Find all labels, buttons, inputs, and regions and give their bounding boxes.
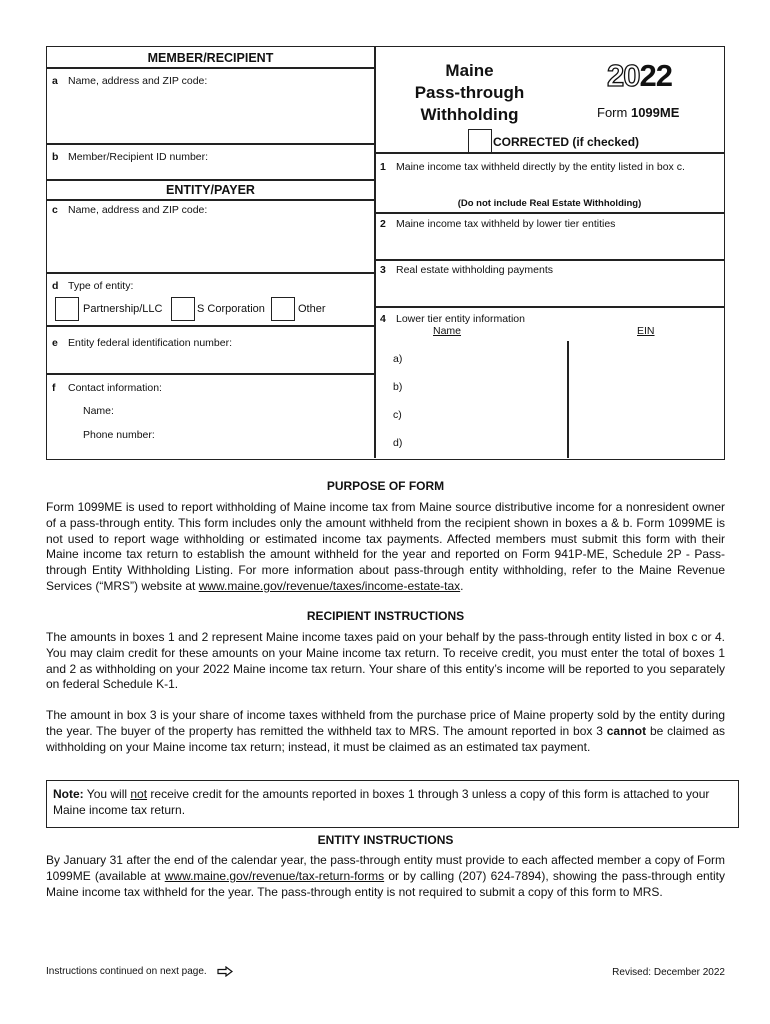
- member-recipient-header: MEMBER/RECIPIENT: [147, 51, 274, 65]
- box-4-row-c: c): [393, 409, 402, 421]
- tax-year: 2022: [607, 58, 672, 93]
- box-4-row-d: d): [393, 437, 403, 449]
- recipient-title: RECIPIENT INSTRUCTIONS: [306, 609, 465, 623]
- box-4-row-b: b): [393, 381, 403, 393]
- box-1-note: (Do not include Real Estate Withholding): [457, 198, 642, 209]
- purpose-title: PURPOSE OF FORM: [326, 479, 445, 493]
- divider: [47, 199, 374, 201]
- s-corporation-label: S Corporation: [197, 303, 265, 315]
- divider: [47, 373, 374, 375]
- divider: [47, 143, 374, 145]
- mrs-income-tax-link[interactable]: www.maine.gov/revenue/taxes/income-estate-tax: [198, 578, 461, 593]
- divider: [374, 306, 725, 308]
- divider: [374, 212, 725, 214]
- other-label: Other: [298, 303, 326, 315]
- box-b-label: b Member/Recipient ID number:: [52, 151, 209, 163]
- contact-phone-label: Phone number:: [83, 429, 155, 441]
- box-3-label: 3 Real estate withholding payments: [380, 264, 554, 276]
- corrected-label: CORRECTED (if checked): [493, 135, 640, 149]
- recipient-paragraph-2: The amount in box 3 is your share of income taxes withheld from the purchase price of Maine property sold by the entity during the year. The buyer of the property has remitted the withheld tax to MRS. The amount reported in box 3 cannot be claimed as withholding on your Maine income tax return; instead, it must be claimed as an estimated tax payment.: [46, 708, 725, 754]
- form-title-line3: Withholding: [420, 105, 519, 124]
- ein-divider: [567, 341, 569, 458]
- divider: [47, 67, 374, 69]
- divider: [47, 272, 374, 274]
- tax-return-forms-link[interactable]: www.maine.gov/revenue/tax-return-forms: [164, 868, 385, 883]
- entity-title: ENTITY INSTRUCTIONS: [317, 833, 454, 847]
- other-checkbox[interactable]: [271, 297, 295, 321]
- s-corporation-checkbox[interactable]: [171, 297, 195, 321]
- contact-name-label: Name:: [83, 405, 114, 417]
- form-1099me: [46, 46, 725, 460]
- entity-payer-header: ENTITY/PAYER: [166, 183, 255, 197]
- form-number: Form 1099ME: [597, 105, 680, 120]
- column-divider: [374, 47, 376, 458]
- box-a-label: a Name, address and ZIP code:: [52, 75, 208, 87]
- arrow-right-icon: [217, 966, 233, 977]
- box-4-row-a: a): [393, 353, 403, 365]
- continued-note: Instructions continued on next page.: [46, 966, 233, 977]
- partnership-llc-label: Partnership/LLC: [83, 303, 163, 315]
- box-e-label: e Entity federal identification number:: [52, 337, 233, 349]
- form-title-line1: Maine: [445, 61, 494, 80]
- form-title-line2: Pass-through: [414, 83, 525, 102]
- box-f-label: f Contact information:: [52, 382, 162, 394]
- box-1-label: 1 Maine income tax withheld directly by the entity listed in box c.: [380, 161, 685, 173]
- divider: [47, 325, 374, 327]
- corrected-checkbox[interactable]: [468, 129, 492, 153]
- box-2-label: 2 Maine income tax withheld by lower tier entities: [380, 218, 616, 230]
- partnership-llc-checkbox[interactable]: [55, 297, 79, 321]
- box-d-label: d Type of entity:: [52, 280, 134, 292]
- divider: [47, 179, 374, 181]
- divider: [374, 152, 725, 154]
- revised-date: Revised: December 2022: [612, 967, 725, 978]
- box-4-ein-header: EIN: [637, 325, 655, 337]
- box-c-label: c Name, address and ZIP code:: [52, 204, 208, 216]
- note-box: Note: You will not receive credit for the amounts reported in boxes 1 through 3 unless a copy of this form is attached to your Maine income tax return.: [46, 780, 739, 828]
- box-4-label: 4 Lower tier entity information: [380, 313, 525, 325]
- box-4-name-header: Name: [433, 325, 462, 337]
- purpose-text: Form 1099ME is used to report withholding of Maine income tax from Maine source distributive income for a nonresident owner of a pass-through entity. This form includes only the amount withheld from the recipient shown in boxes a & b. Form 1099ME is not used to report wage withholding or estimated income tax payments. Affected members must submit this form with their Maine income tax return to establish the amount withheld for the year and reported on Form 941P-ME, Schedule 2P - Pass-through Entity Withholding Listing. For more information about pass-through entity withholding, refer to the Maine Revenue Services (“MRS”) website at www.maine.gov/revenue/taxes/income-estate-tax.: [46, 500, 725, 593]
- divider: [374, 259, 725, 261]
- entity-text: By January 31 after the end of the calendar year, the pass-through entity must provide to each affected member a copy of Form 1099ME (available at www.maine.gov/revenue/tax-return-forms or by calling (207) 624-7894), showing the pass-through entity Maine income tax withheld for the year. The pass-through entity is not required to submit a copy of this form to MRS.: [46, 853, 725, 899]
- recipient-paragraph-1: The amounts in boxes 1 and 2 represent Maine income taxes paid on your behalf by the pass-through entity listed in box c or 4. You may claim credit for these amounts on your Maine income tax return. To receive credit, you must enter the total of boxes 1 and 2 as withholding on your 2022 Maine income tax return. Your share of this entity’s income will be reported to you separately on federal Schedule K-1.: [46, 630, 725, 692]
